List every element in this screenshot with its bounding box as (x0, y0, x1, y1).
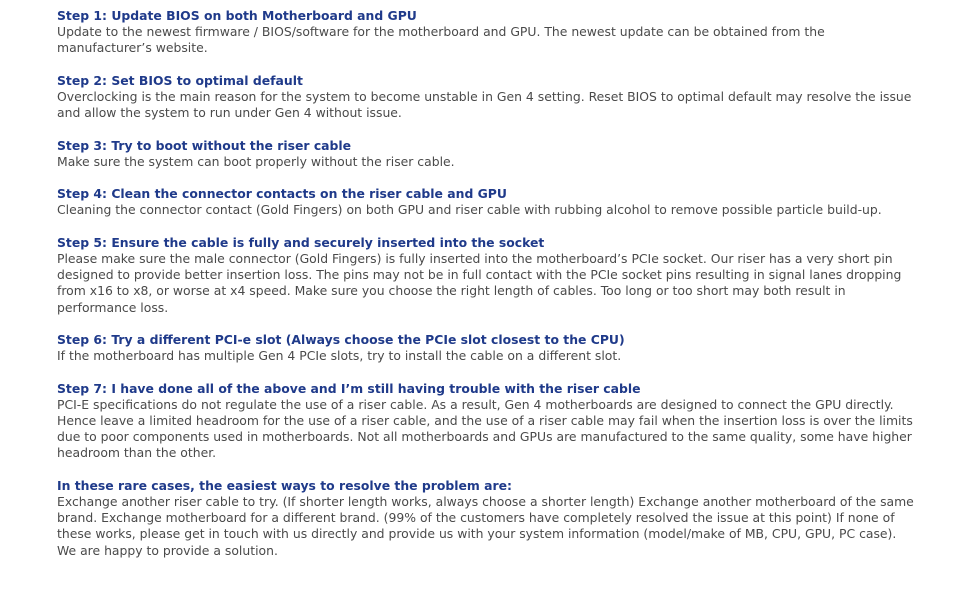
rare-cases-heading: In these rare cases, the easiest ways to resolve the problem are: (57, 477, 512, 493)
step-6-section (57, 332, 917, 364)
step-5-section (57, 235, 917, 316)
step-5-heading: Step 5: Ensure the cable is fully and securely inserted into the socket (57, 234, 545, 250)
rare-cases-body: Exchange another riser cable to try. (If shorter length works, always choose a shorter length) Exchange another motherboard of the same brand. Exchange motherboard for a different brand. (99% of the customers have completely resolved the issue at this point) If none of these works, please get in touch with us directly and provide us with your system information (model/make of MB, CPU, GPU, PC case). We are happy to provide a solution. (57, 493, 914, 558)
step-4-body: Cleaning the connector contact (Gold Fingers) on both GPU and riser cable with rubbing alcohol to remove possible particle build-up. (57, 202, 882, 218)
step-2-section (57, 73, 917, 122)
step-7-heading: Step 7: I have done all of the above and I’m still having trouble with the riser cable (57, 380, 641, 396)
step-1-section (57, 8, 917, 57)
step-1-heading: Step 1: Update BIOS on both Motherboard and GPU (57, 8, 417, 23)
troubleshooting-document (57, 8, 917, 575)
step-3-body: Make sure the system can boot properly without the riser cable. (57, 153, 455, 169)
rare-cases-section (57, 478, 917, 559)
step-2-body: Overclocking is the main reason for the system to become unstable in Gen 4 setting. Reset BIOS to optimal default may resolve the issue and allow the system to run under Gen 4 without issue. (57, 89, 912, 121)
step-1-body: Update to the newest firmware / BIOS/software for the motherboard and GPU. The newest update can be obtained from the manufacturer’s website. (57, 24, 825, 56)
step-4-section (57, 186, 917, 218)
step-4-heading: Step 4: Clean the connector contacts on the riser cable and GPU (57, 186, 507, 202)
step-3-heading: Step 3: Try to boot without the riser cable (57, 137, 352, 153)
step-2-heading: Step 2: Set BIOS to optimal default (57, 72, 303, 88)
step-6-heading: Step 6: Try a different PCI-e slot (Always choose the PCIe slot closest to the CPU) (57, 331, 625, 347)
step-7-section (57, 381, 917, 462)
step-5-body: Please make sure the male connector (Gold Fingers) is fully inserted into the motherboard’s PCIe socket. Our riser has a very short pin designed to provide better insertion loss. The pins may not be in full contact with the PCIe socket pins resulting in signal lanes dropping from x16 to x8, or worse at x4 speed. Make sure you choose the right length of cables. Too long or too short may both result in performance loss. (57, 250, 902, 315)
step-6-body: If the motherboard has multiple Gen 4 PCIe slots, try to install the cable on a different slot. (57, 348, 622, 364)
step-3-section (57, 138, 917, 170)
step-7-body: PCI-E specifications do not regulate the use of a riser cable. As a result, Gen 4 motherboards are designed to connect the GPU directly. Hence leave a limited headroom for the use of a riser cable, and the use of a riser cable may fail when the insertion loss is over the limits due to poor components used in motherboards. Not all motherboards and GPUs are manufactured to the same quality, some have higher headroom than the other. (57, 396, 913, 461)
